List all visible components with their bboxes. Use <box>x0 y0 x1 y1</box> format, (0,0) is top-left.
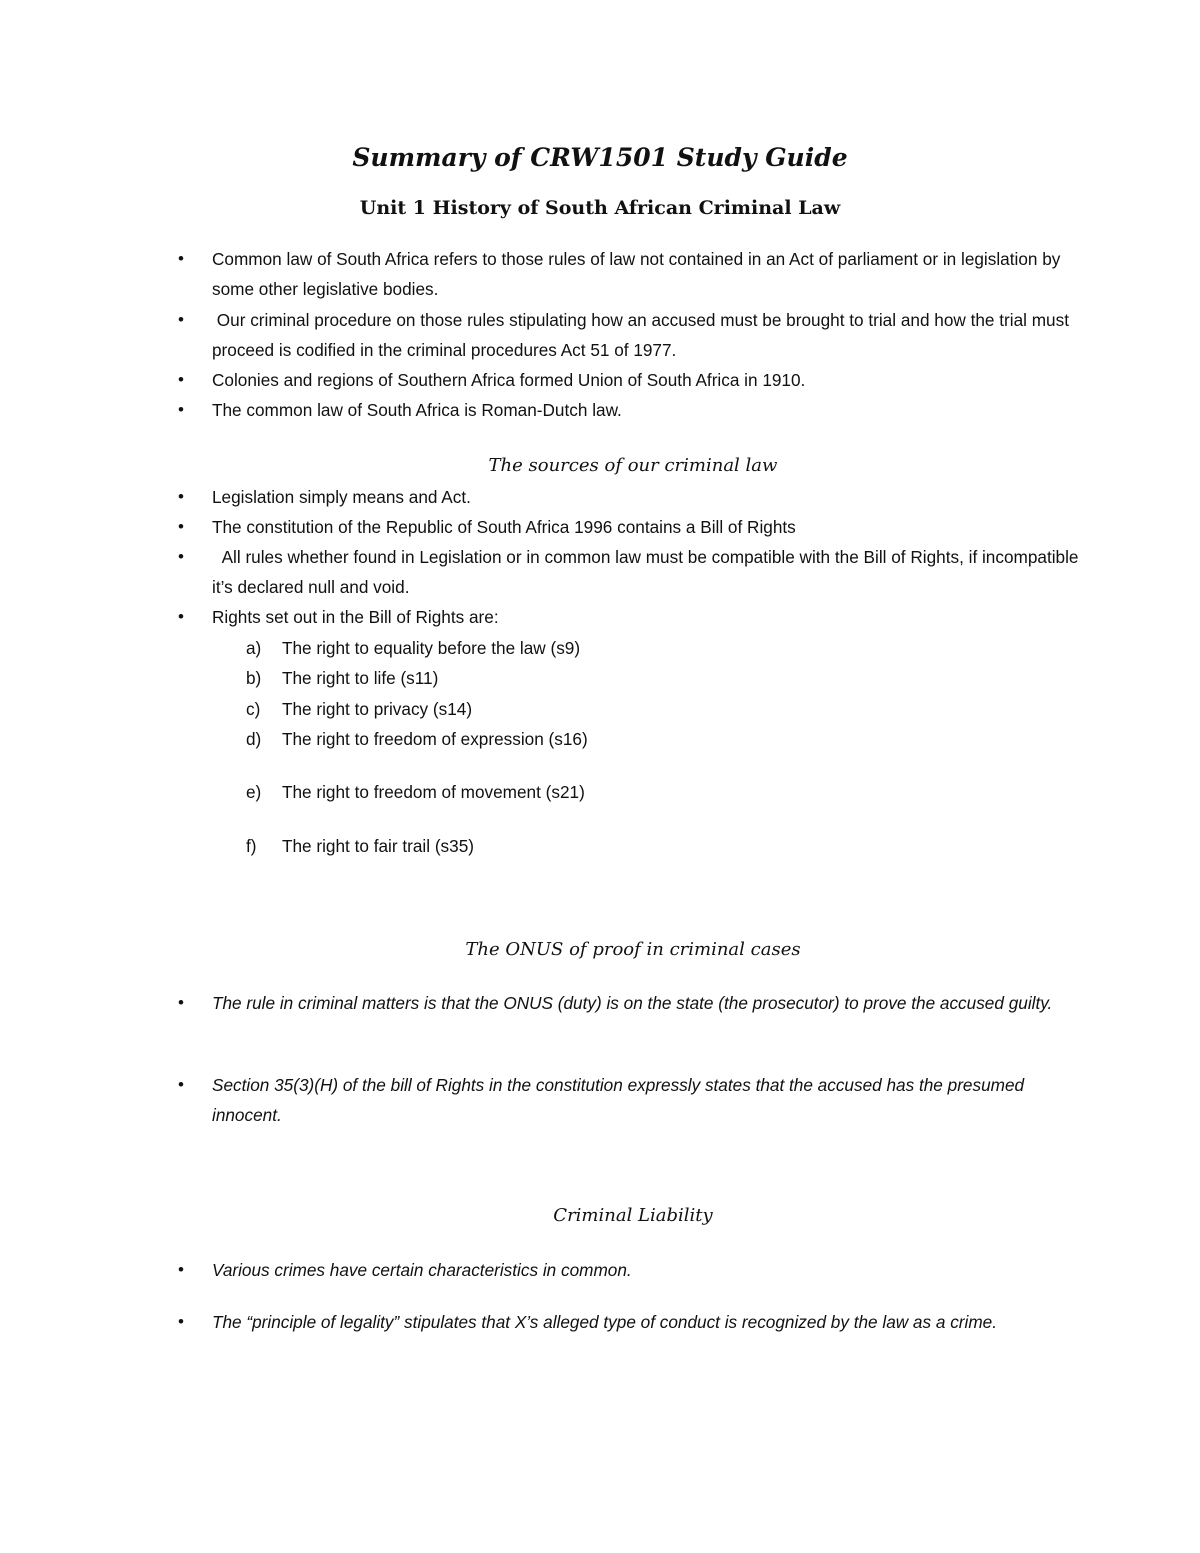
liability-item-text: The “principle of legality” stipulates that X’s alleged type of conduct is recognized by the law as a crime. <box>212 1312 997 1332</box>
onus-heading: The ONUS of proof in criminal cases <box>465 939 801 960</box>
bullet-icon: • <box>178 249 184 268</box>
sources-heading: The sources of our criminal law <box>488 455 778 476</box>
right-item-d <box>246 724 982 754</box>
unit1-item-text: Common law of South Africa refers to those rules of law not contained in an Act of parliament or in legislation by some other legislative bodies. <box>212 249 1061 299</box>
sources-item-text: The constitution of the Republic of South Africa 1996 contains a Bill of Rights <box>212 517 796 537</box>
bullet-icon: • <box>178 487 184 506</box>
unit1-item-2 <box>178 305 1082 365</box>
bullet-icon: • <box>178 547 184 566</box>
sources-item-text: Rights set out in the Bill of Rights are: <box>212 607 499 627</box>
sources-item-3 <box>178 542 1084 602</box>
unit1-item-text: Our criminal procedure on those rules stipulating how an accused must be brought to trial and how the trial must proceed is codified in the criminal procedures Act 51 of 1977. <box>212 310 1074 360</box>
bullet-icon: • <box>178 400 184 419</box>
right-item-e <box>246 777 982 807</box>
right-item-c <box>246 694 982 724</box>
right-text: The right to privacy (s14) <box>282 699 473 719</box>
list-letter: d) <box>246 729 262 749</box>
unit1-item-3 <box>178 365 1082 395</box>
onus-item-2 <box>178 1070 1082 1130</box>
sources-item-text: Legislation simply means and Act. <box>212 487 471 507</box>
liability-heading: Criminal Liability <box>553 1205 713 1226</box>
right-text: The right to life (s11) <box>282 668 439 688</box>
unit1-item-text: Colonies and regions of Southern Africa formed Union of South Africa in 1910. <box>212 370 806 390</box>
list-letter: e) <box>246 782 262 802</box>
right-text: The right to fair trail (s35) <box>282 836 474 856</box>
bullet-icon: • <box>178 993 184 1012</box>
bullet-icon: • <box>178 1260 184 1279</box>
sources-item-4 <box>178 602 1082 632</box>
unit1-item-text: The common law of South Africa is Roman-Dutch law. <box>212 400 622 420</box>
sources-item-text: All rules whether found in Legislation or in common law must be compatible with the Bill of Rights, if incompatible it’s declared null and void. <box>212 547 1084 597</box>
right-item-b <box>246 663 982 693</box>
liability-item-2 <box>178 1307 1082 1337</box>
list-letter: f) <box>246 836 257 856</box>
bullet-icon: • <box>178 517 184 536</box>
sources-item-2 <box>178 512 1082 542</box>
list-letter: a) <box>246 638 262 658</box>
bullet-icon: • <box>178 1312 184 1331</box>
right-item-a <box>246 633 982 663</box>
list-letter: c) <box>246 699 261 719</box>
bullet-icon: • <box>178 370 184 389</box>
bullet-icon: • <box>178 607 184 626</box>
onus-item-text: Section 35(3)(H) of the bill of Rights in the constitution expressly states that the accused has the presumed innocent. <box>212 1075 1025 1125</box>
liability-item-1 <box>178 1255 1082 1285</box>
list-letter: b) <box>246 668 262 688</box>
right-text: The right to freedom of movement (s21) <box>282 782 585 802</box>
unit1-item-1 <box>178 244 1082 304</box>
document-title: Summary of CRW1501 Study Guide <box>352 143 848 172</box>
sources-item-1 <box>178 482 1082 512</box>
right-text: The right to freedom of expression (s16) <box>282 729 588 749</box>
bullet-icon: • <box>178 310 184 329</box>
bullet-icon: • <box>178 1075 184 1094</box>
onus-item-1 <box>178 988 1082 1018</box>
right-item-f <box>246 831 982 861</box>
right-text: The right to equality before the law (s9) <box>282 638 581 658</box>
onus-item-text: The rule in criminal matters is that the ONUS (duty) is on the state (the prosecutor) to prove the accused guilty. <box>212 993 1053 1013</box>
unit-heading: Unit 1 History of South African Criminal Law <box>359 197 841 219</box>
liability-item-text: Various crimes have certain characteristics in common. <box>212 1260 632 1280</box>
unit1-item-4 <box>178 395 1082 425</box>
